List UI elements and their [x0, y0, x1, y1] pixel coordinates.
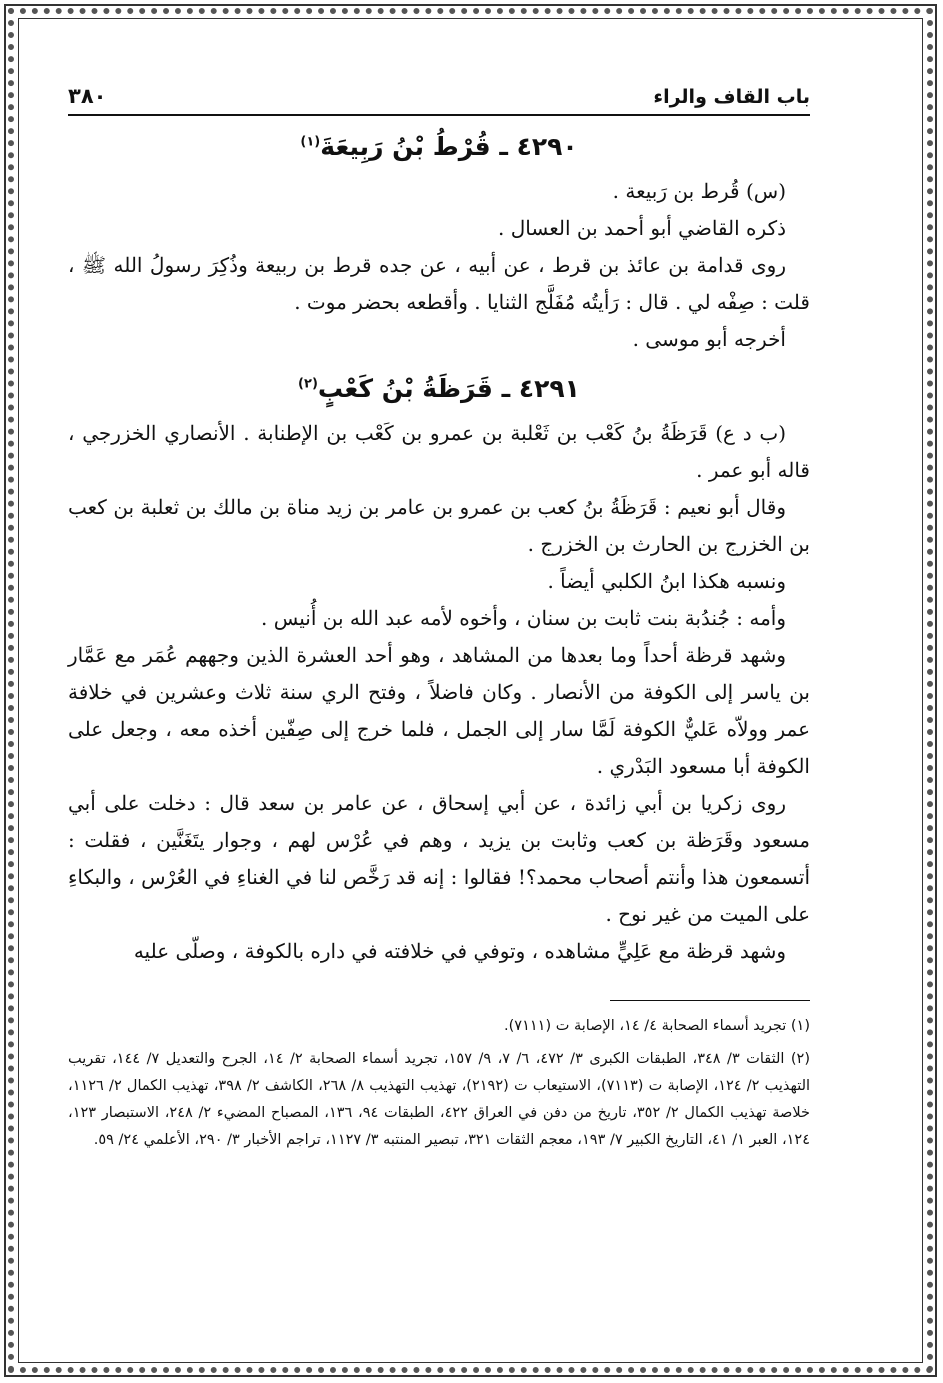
footnote-ref: (٢): [298, 376, 318, 392]
entry-heading: ٤٢٩٠ ـ قُرْطُ بْنُ رَبِيعَةَ: [320, 132, 578, 161]
paragraph: (ب د ع) قَرَظَةُ بنُ كَعْب بن ثَعْلبة بن عمرو بن كَعْب بن الإطنابة . الأنصاري الخزرجي ، قاله أبو عمر .: [68, 421, 810, 482]
paragraph: وأمه : جُندُبة بنت ثابت بن سنان ، وأخوه لأمه عبد الله بن أُنيس .: [261, 606, 786, 630]
entry-heading: ٤٢٩١ ـ قَرَظَةُ بْنُ كَعْبٍ: [317, 374, 580, 403]
entry-title-4291: [68, 374, 810, 403]
paragraph: روى زكريا بن أبي زائدة ، عن أبي إسحاق ، عن عامر بن سعد قال : دخلت على أبي مسعود وقَرَظة بن كعب وثابت بن يزيد ، وهم في عُرْس لهم ، وجوار يتَغَنَّين ، فقلت : أتسمعون هذا وأنتم أصحاب محمد؟! فقالوا : إنه قد رَخَّص لنا في الغناءِ في العُرْس ، والبكاءِ على الميت من غير نوح .: [68, 791, 810, 926]
footnote-divider: [610, 1000, 810, 1001]
footnote-ref: (١): [300, 134, 321, 150]
paragraph: وشهد قرظة أحداً وما بعدها من المشاهد ، وهو أحد العشرة الذين وجههم عُمَر مع عَمَّار بن ياسر إلى الكوفة من الأنصار . وكان فاضلاً ، وفتح الري سنة ثلاث وعشرين في خلافة عمر وولاّه عَليٌّ الكوفة لَمَّا سار إلى الجمل ، فلما خرج إلى صِفّين أخذه معه ، وجعل على الكوفة أبا مسعود البَدْري .: [68, 643, 810, 778]
paragraph: أخرجه أبو موسى .: [632, 327, 786, 351]
paragraph: وشهد قرظة مع عَلِيٍّ مشاهده ، وتوفي في خلافته في داره بالكوفة ، وصلّى عليه: [133, 939, 786, 963]
footnote: (١) تجريد أسماء الصحابة ٤/ ١٤، الإصابة ت (٧١١١).: [504, 1018, 810, 1034]
book-page: [68, 84, 810, 1160]
paragraph: ذكره القاضي أبو أحمد بن العسال .: [498, 216, 786, 240]
entry-title-4290: [68, 132, 810, 161]
chapter-title: باب القاف والراء: [653, 86, 810, 108]
page-number: ٣٨٠: [68, 84, 107, 108]
paragraph: روى قدامة بن عائذ بن قرط ، عن أبيه ، عن جده قرط بن ربيعة وذُكِرَ رسولُ الله ﷺ ، قلت : صِفْه لي . قال : رَأيتُه مُفَلَّج الثنايا . وأقطعه بحضر موت .: [68, 253, 810, 314]
running-head: [68, 84, 810, 116]
footnote: (٢) الثقات ٣/ ٣٤٨، الطبقات الكبرى ٣/ ٤٧٢، ٦/ ٧، ٩/ ١٥٧، تجريد أسماء الصحابة ٢/ ١٤، الجرح والتعديل ٧/ ١٤٤، تقريب التهذيب ٢/ ١٢٤، الإصابة ت (٧١١٣)، الاستيعاب ت (٢١٩٢)، تهذيب التهذيب ٨/ ٢٦٨، الكاشف ٢/ ٣٩٨، تهذيب الكمال ٢/ ١١٢٦، خلاصة تهذيب الكمال ٢/ ٣٥٢، تاريخ من دفن في العراق ٤٢٢، الطبقات ٩٤، ١٣٦، المصباح المضيء ٢/ ٢٤٨، الاستبصار ١٢٣، ١٢٤، العبر ١/ ٤١، التاريخ الكبير ٧/ ١٩٣، معجم الثقات ٣٢١، تبصير المنتبه ٣/ ١١٢٧، تراجم الأخبار ٣/ ٢٩٠، الأعلمي ٢٤/ ٥٩.: [68, 1051, 811, 1148]
paragraph: (س) قُرط بن رَبيعة .: [612, 179, 786, 203]
paragraph: وقال أبو نعيم : قَرَظَةُ بنُ كعب بن عمرو بن عامر بن زيد مناة بن مالك بن ثعلبة بن كعب بن الخزرج بن الحارث بن الخزرج .: [68, 495, 810, 556]
paragraph: ونسبه هكذا ابنُ الكلبي أيضاً .: [547, 569, 786, 593]
